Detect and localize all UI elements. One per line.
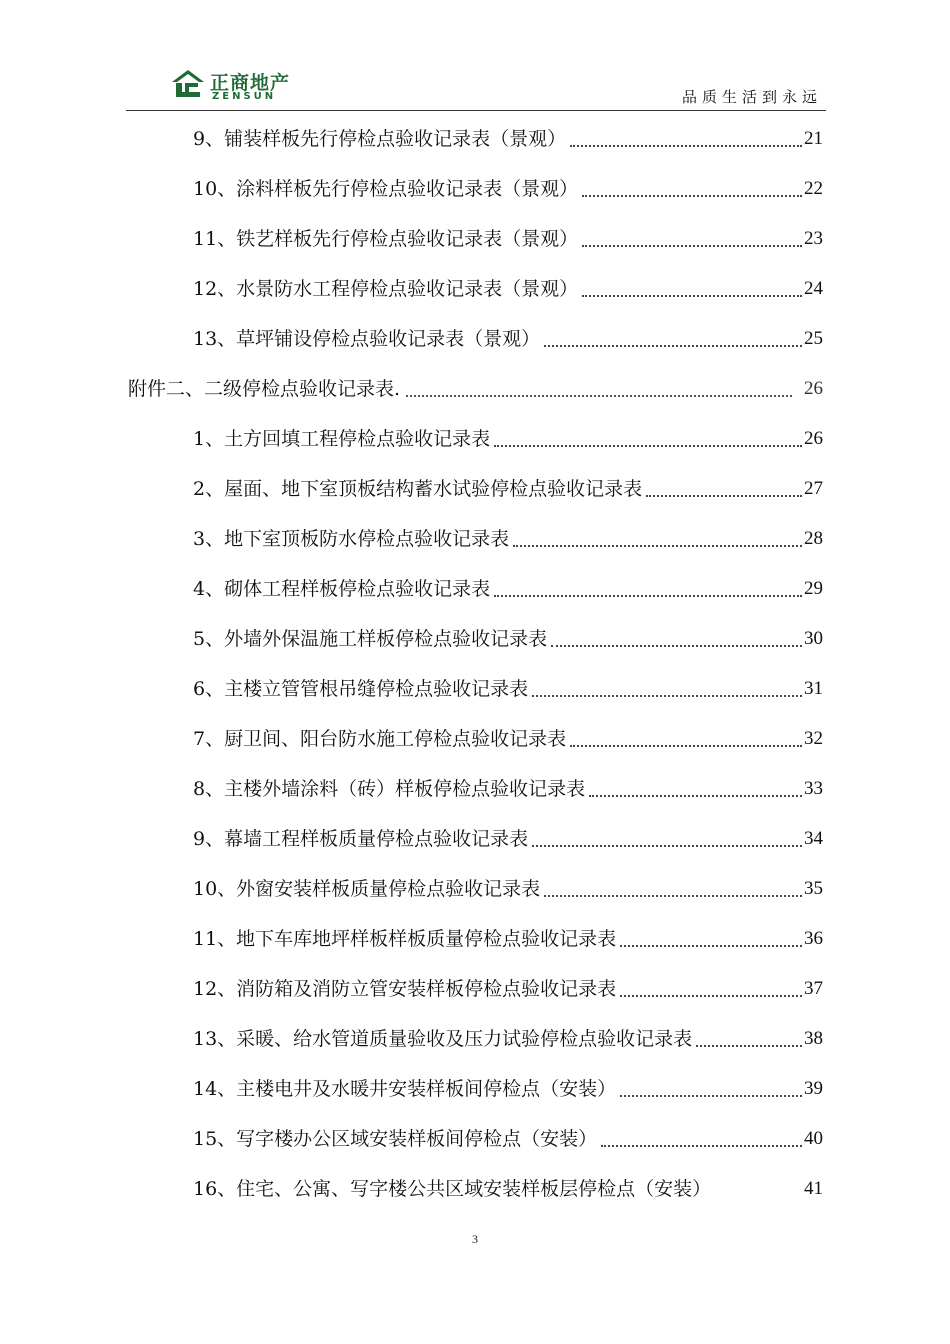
toc-entry[interactable]	[193, 472, 823, 502]
header-slogan: 品质生活到永远	[681, 88, 822, 106]
toc-leader-dots	[544, 881, 802, 897]
toc-entry-page: 21	[804, 128, 823, 149]
toc-entry[interactable]	[193, 872, 823, 902]
toc-entry-title: 13、采暖、给水管道质量验收及压力试验停检点验收记录表	[193, 1028, 693, 1050]
toc-entry-page: 24	[804, 278, 823, 299]
toc-leader-dots	[646, 481, 802, 497]
toc-entry-page: 26	[804, 428, 823, 449]
toc-entry-page: 33	[804, 778, 823, 799]
toc-entry-title: 12、消防箱及消防立管安装样板停检点验收记录表	[193, 978, 617, 1000]
toc-entry-page: 32	[804, 728, 823, 749]
toc-entry[interactable]	[193, 1072, 823, 1102]
toc-entry-page: 27	[804, 478, 823, 499]
toc-entry-title: 5、外墙外保温施工样板停检点验收记录表	[193, 628, 548, 650]
toc-entry-page: 38	[804, 1028, 823, 1049]
toc-entry-page: 39	[804, 1078, 823, 1099]
toc-entry-page: 28	[804, 528, 823, 549]
toc-entry[interactable]	[193, 1022, 823, 1052]
toc-entry-page: 37	[804, 978, 823, 999]
toc-entry[interactable]	[193, 972, 823, 1002]
toc-entry[interactable]	[193, 772, 823, 802]
toc-entry[interactable]	[193, 1172, 823, 1202]
toc-entry-page: 30	[804, 628, 823, 649]
toc-entry-title: 6、主楼立管管根吊缝停检点验收记录表	[193, 678, 529, 700]
toc-entry-page: 40	[804, 1128, 823, 1149]
house-logo-icon	[170, 68, 206, 100]
toc-entry[interactable]	[193, 622, 823, 652]
toc-entry-title: 14、主楼电井及水暖井安装样板间停检点（安装）	[193, 1078, 617, 1100]
toc-leader-dots	[696, 1031, 802, 1047]
toc-entry-page: 31	[804, 678, 823, 699]
toc-entry[interactable]	[193, 522, 823, 552]
toc-entry-title: 11、地下车库地坪样板样板质量停检点验收记录表	[193, 928, 617, 950]
toc-leader-dots	[589, 781, 802, 797]
toc-entry-page: 25	[804, 328, 823, 349]
toc-leader-dots	[532, 681, 802, 697]
toc-leader-dots	[494, 581, 802, 597]
toc-entry[interactable]	[193, 672, 823, 702]
toc-entry[interactable]	[193, 822, 823, 852]
toc-leader-dots	[601, 1131, 802, 1147]
toc-leader-dots	[620, 981, 802, 997]
toc-entry-title: 3、地下室顶板防水停检点验收记录表	[193, 528, 510, 550]
header-divider	[126, 110, 826, 111]
toc-leader-dots	[570, 731, 802, 747]
toc-entry[interactable]	[193, 122, 823, 152]
toc-leader-dots	[494, 431, 802, 447]
toc-entry-title: 1、土方回填工程停检点验收记录表	[193, 428, 491, 450]
toc-entry[interactable]	[193, 322, 823, 352]
toc-entry-title: 12、水景防水工程停检点验收记录表（景观）	[193, 278, 579, 300]
toc-leader-dots	[513, 531, 802, 547]
toc-leader-dots	[620, 1081, 802, 1097]
logo-chinese-name: 正商地产	[210, 72, 291, 94]
toc-entry-page: 36	[804, 928, 823, 949]
toc-entry[interactable]	[193, 222, 823, 252]
toc-entry[interactable]	[193, 722, 823, 752]
toc-entry-page: 34	[804, 828, 823, 849]
toc-leader-dots	[570, 131, 802, 147]
toc-entry-title: 附件二、二级停检点验收记录表.	[128, 378, 401, 400]
toc-entry-title: 11、铁艺样板先行停检点验收记录表（景观）	[193, 228, 579, 250]
toc-entry-title: 10、外窗安装样板质量停检点验收记录表	[193, 878, 541, 900]
toc-entry-title: 9、铺装样板先行停检点验收记录表（景观）	[193, 128, 567, 150]
toc-leader-dots	[715, 1183, 802, 1197]
toc-entry[interactable]	[193, 272, 823, 302]
toc-leader-dots	[582, 181, 802, 197]
page-number: 3	[472, 1232, 478, 1246]
toc-section-entry[interactable]	[128, 372, 823, 402]
toc-entry[interactable]	[193, 572, 823, 602]
toc-entry-title: 9、幕墙工程样板质量停检点验收记录表	[193, 828, 529, 850]
toc-leader-dots	[406, 381, 792, 397]
toc-leader-dots	[544, 331, 802, 347]
toc-entry[interactable]	[193, 1122, 823, 1152]
toc-leader-dots	[582, 281, 802, 297]
toc-entry-title: 13、草坪铺设停检点验收记录表（景观）	[193, 328, 541, 350]
toc-entry-page: 26	[804, 378, 823, 399]
toc-entry-page: 23	[804, 228, 823, 249]
toc-entry-page: 22	[804, 178, 823, 199]
toc-entry-title: 7、厨卫间、阳台防水施工停检点验收记录表	[193, 728, 567, 750]
toc-entry-title: 15、写字楼办公区域安装样板间停检点（安装）	[193, 1128, 598, 1150]
toc-leader-dots	[532, 831, 802, 847]
toc-entry[interactable]	[193, 422, 823, 452]
toc-entry-title: 8、主楼外墙涂料（砖）样板停检点验收记录表	[193, 778, 586, 800]
toc-entry[interactable]	[193, 172, 823, 202]
toc-entry[interactable]	[193, 922, 823, 952]
zensun-logo	[170, 64, 310, 104]
toc-entry-title: 10、涂料样板先行停检点验收记录表（景观）	[193, 178, 579, 200]
toc-leader-dots	[582, 231, 802, 247]
toc-entry-title: 16、住宅、公寓、写字楼公共区域安装样板层停检点（安装）	[193, 1178, 712, 1200]
toc-leader-dots	[551, 631, 802, 647]
toc-entry-page: 41	[804, 1178, 823, 1199]
toc-entry-title: 2、屋面、地下室顶板结构蓄水试验停检点验收记录表	[193, 478, 643, 500]
toc-entry-page: 35	[804, 878, 823, 899]
toc-leader-dots	[620, 931, 802, 947]
logo-english-name: ZENSUN	[212, 91, 277, 102]
toc-entry-page: 29	[804, 578, 823, 599]
toc-entry-title: 4、砌体工程样板停检点验收记录表	[193, 578, 491, 600]
page-header	[126, 60, 826, 110]
